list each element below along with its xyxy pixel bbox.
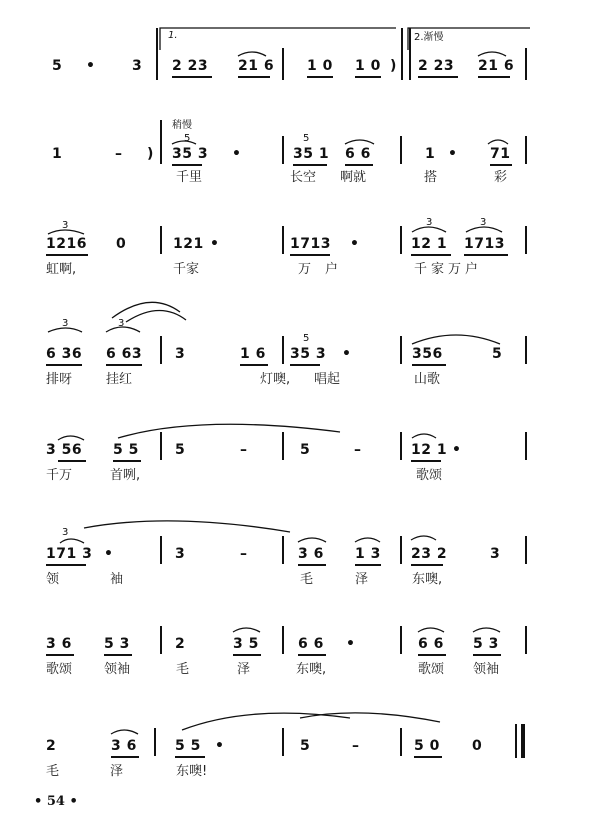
note: 3 6 bbox=[111, 738, 137, 754]
note: 3 bbox=[490, 546, 501, 562]
note: 6 63 bbox=[106, 346, 143, 362]
note: 2 23 bbox=[172, 58, 209, 74]
lyric: 泽 bbox=[110, 764, 124, 779]
lyric: 领袖 bbox=[104, 662, 131, 677]
triplet-mark: 3 bbox=[426, 217, 433, 228]
note: 6 6 bbox=[418, 636, 444, 652]
lyric: 歌颂 bbox=[416, 468, 443, 483]
note: 5 bbox=[52, 58, 63, 74]
note: 3 bbox=[132, 58, 143, 74]
note: 3 5 bbox=[233, 636, 259, 652]
lyric: 东噢, bbox=[296, 662, 327, 677]
note: 6 6 bbox=[345, 146, 371, 162]
note: • bbox=[448, 146, 458, 162]
note: 356 bbox=[412, 346, 443, 362]
lyric: 泽 bbox=[355, 572, 369, 587]
lyric: 排呀 bbox=[46, 372, 73, 387]
grace-note: 5 bbox=[303, 133, 310, 144]
note: 5 5 bbox=[175, 738, 201, 754]
note: 1 0 bbox=[355, 58, 381, 74]
note: – bbox=[354, 442, 362, 458]
lyric: 东噢! bbox=[176, 764, 208, 779]
barline bbox=[525, 336, 527, 364]
lyric: 首咧, bbox=[110, 468, 141, 483]
note: 1713 bbox=[464, 236, 505, 252]
note: 5 5 bbox=[113, 442, 139, 458]
grace-note: 5 bbox=[303, 333, 310, 344]
triplet-mark: 3 bbox=[118, 318, 125, 329]
note: – bbox=[115, 146, 123, 162]
note: 5 bbox=[492, 346, 503, 362]
barline bbox=[400, 136, 402, 164]
note: 1 6 bbox=[240, 346, 266, 362]
lyric: 毛 bbox=[46, 764, 60, 779]
note: • bbox=[104, 546, 114, 562]
lyric: 领袖 bbox=[473, 662, 500, 677]
page-number: • 54 • bbox=[34, 794, 78, 809]
note: 121 bbox=[173, 236, 204, 252]
barline bbox=[160, 536, 162, 564]
triplet-mark: 3 bbox=[62, 527, 69, 538]
lyric: 千里 bbox=[176, 170, 203, 185]
lyric: 毛 bbox=[300, 572, 314, 587]
barline bbox=[160, 336, 162, 364]
barline bbox=[525, 432, 527, 460]
lyric: 彩 bbox=[494, 170, 508, 185]
note: 3 bbox=[175, 546, 186, 562]
note: – bbox=[240, 546, 248, 562]
lyric: 啊就 bbox=[340, 170, 367, 185]
barline bbox=[160, 432, 162, 460]
barline bbox=[400, 432, 402, 460]
lyric: 千万 bbox=[46, 468, 73, 483]
note: • bbox=[346, 636, 356, 652]
note: 3 6 bbox=[46, 636, 72, 652]
lyric: 万户 bbox=[298, 262, 353, 277]
barline bbox=[525, 536, 527, 564]
barline bbox=[282, 336, 284, 364]
note: 2 23 bbox=[418, 58, 455, 74]
note: 3 6 bbox=[298, 546, 324, 562]
note: • bbox=[232, 146, 242, 162]
grace-note: 5 bbox=[184, 133, 191, 144]
note: 21 6 bbox=[238, 58, 275, 74]
barline bbox=[525, 226, 527, 254]
lyric: 虹啊, bbox=[46, 262, 77, 277]
note: 1 bbox=[52, 146, 63, 162]
lyric: 袖 bbox=[110, 572, 124, 587]
note: • bbox=[350, 236, 360, 252]
lyric: 歌颂 bbox=[46, 662, 73, 677]
triplet-mark: 3 bbox=[62, 318, 69, 329]
note: 1713 bbox=[290, 236, 331, 252]
note: 3 56 bbox=[46, 442, 83, 458]
note: 71 bbox=[490, 146, 511, 162]
note: 1 bbox=[425, 146, 436, 162]
barline bbox=[525, 626, 527, 654]
note: • bbox=[86, 58, 96, 74]
barline bbox=[400, 536, 402, 564]
lyric: 千家 bbox=[173, 262, 200, 277]
barline bbox=[282, 728, 284, 756]
note: – bbox=[240, 442, 248, 458]
lyric: 挂红 bbox=[106, 372, 133, 387]
lyric: 毛 bbox=[176, 662, 190, 677]
note: 35 1 bbox=[293, 146, 330, 162]
note: 5 3 bbox=[104, 636, 130, 652]
barline bbox=[282, 136, 284, 164]
note: 5 bbox=[175, 442, 186, 458]
barline bbox=[282, 626, 284, 654]
lyric: 歌颂 bbox=[418, 662, 445, 677]
barline bbox=[282, 432, 284, 460]
final-barline-thick bbox=[521, 724, 525, 758]
lyric: 搭 bbox=[424, 170, 438, 185]
lyric: 灯噢, bbox=[260, 372, 291, 387]
barline bbox=[160, 226, 162, 254]
barline bbox=[525, 136, 527, 164]
note: • bbox=[452, 442, 462, 458]
barline bbox=[282, 48, 284, 80]
note: 171 3 bbox=[46, 546, 93, 562]
note: 0 bbox=[472, 738, 483, 754]
note: • bbox=[342, 346, 352, 362]
lyric: 泽 bbox=[237, 662, 251, 677]
barline bbox=[525, 48, 527, 80]
note: – bbox=[352, 738, 360, 754]
note: ) bbox=[147, 146, 154, 162]
barline bbox=[282, 226, 284, 254]
note: 21 6 bbox=[478, 58, 515, 74]
triplet-mark: 3 bbox=[62, 220, 69, 231]
note: 0 bbox=[116, 236, 127, 252]
lyric: 千家万户 bbox=[414, 262, 483, 277]
volta-1-label: 1. bbox=[168, 30, 178, 41]
barline bbox=[156, 28, 158, 80]
note: 2 bbox=[46, 738, 57, 754]
note: 35 3 bbox=[172, 146, 209, 162]
barline bbox=[154, 728, 156, 756]
note: ) bbox=[390, 58, 397, 74]
note: 6 6 bbox=[298, 636, 324, 652]
lyric: 领 bbox=[46, 572, 60, 587]
note: 12 1 bbox=[411, 236, 448, 252]
note: 35 3 bbox=[290, 346, 327, 362]
barline bbox=[400, 626, 402, 654]
note: 5 3 bbox=[473, 636, 499, 652]
note: • bbox=[215, 738, 225, 754]
note: 6 36 bbox=[46, 346, 83, 362]
note: 23 2 bbox=[411, 546, 448, 562]
note: 3 bbox=[175, 346, 186, 362]
volta-2-label: 2.渐慢 bbox=[414, 32, 444, 43]
note: 5 bbox=[300, 738, 311, 754]
barline bbox=[400, 226, 402, 254]
repeat-barline bbox=[401, 28, 411, 80]
note: 2 bbox=[175, 636, 186, 652]
note: 1216 bbox=[46, 236, 87, 252]
lyric: 长空 bbox=[290, 170, 317, 185]
triplet-mark: 3 bbox=[480, 217, 487, 228]
note: 1 3 bbox=[355, 546, 381, 562]
note: 5 0 bbox=[414, 738, 440, 754]
barline bbox=[400, 336, 402, 364]
note: 1 0 bbox=[307, 58, 333, 74]
note: • bbox=[210, 236, 220, 252]
lyric: 东噢, bbox=[412, 572, 443, 587]
barline bbox=[160, 120, 162, 164]
barline bbox=[400, 728, 402, 756]
note: 5 bbox=[300, 442, 311, 458]
tempo-marking: 稍慢 bbox=[172, 120, 192, 131]
note: 12 1 bbox=[411, 442, 448, 458]
barline bbox=[282, 536, 284, 564]
lyric: 唱起 bbox=[314, 372, 341, 387]
barline bbox=[160, 626, 162, 654]
lyric: 山歌 bbox=[414, 372, 441, 387]
final-barline-thin bbox=[515, 724, 517, 758]
